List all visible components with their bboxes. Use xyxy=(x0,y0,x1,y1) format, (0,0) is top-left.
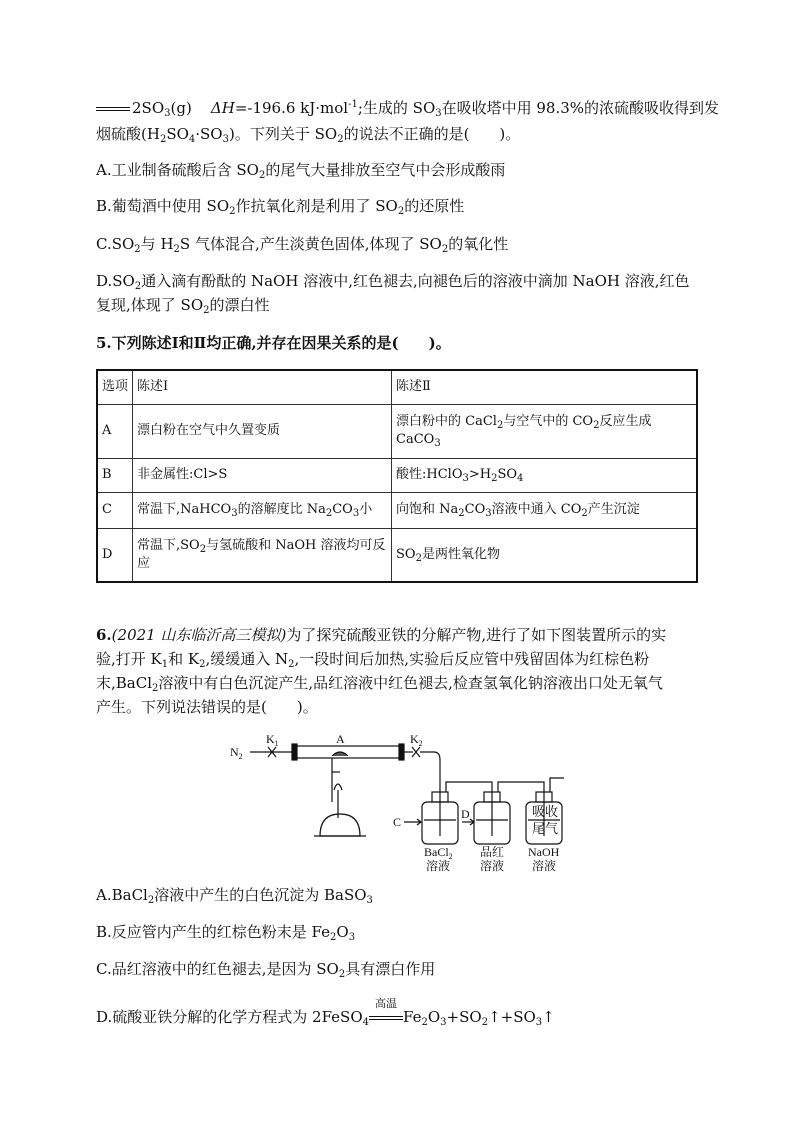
reaction-condition xyxy=(369,997,403,1027)
table-cell: 常温下,NaHCO$_3$的溶解度比 $Na_2CO_3$小 xyxy=(133,492,392,528)
cell-text: 的溶解度比 Na xyxy=(237,502,326,517)
bacl2-solution-label: 溶液 xyxy=(426,859,451,872)
tail-gas-text: 尾气 xyxy=(532,822,559,837)
cell-text: 向饱和 Na xyxy=(396,502,459,517)
cell-text: SO xyxy=(396,546,416,562)
q6-stem-line3: 末,BaCl$_2$溶液中有白色沉淀产生,品红溶液中红色褪去,检查氢氧化钠溶液出口处无氧气 xyxy=(96,674,663,694)
q6-option-b: B.反应管内产生的红棕色粉末是 $Fe_2O_3$ xyxy=(96,923,356,943)
option-text: D.SO xyxy=(96,272,135,290)
option-text: S 气体混合,产生淡黄色固体,体现了 SO xyxy=(179,235,442,253)
k2-label: $K_2$ xyxy=(410,732,423,748)
q6-text: 末,BaCl xyxy=(96,674,153,692)
cell-text: 应 xyxy=(137,555,151,571)
q6-text: 为了探究硫酸亚铁的分解产物,进行了如下图装置所示的实 xyxy=(286,626,667,644)
q4-option-b: B.葡萄酒中使用 $SO_2$作抗氧化剂是利用了 $SO_2$的还原性 xyxy=(96,197,465,217)
cell-text: 与氢硫酸和 NaOH 溶液均可反 xyxy=(206,537,386,553)
option-text: A.BaCl xyxy=(96,886,148,904)
cell-text: CaCO xyxy=(396,432,435,447)
option-text: B.反应管内产生的红棕色粉末是 Fe xyxy=(96,923,331,941)
q5-table xyxy=(96,369,698,583)
cell-text: 常温下,NaHCO xyxy=(137,502,232,517)
cell-text: 溶液中通入 CO xyxy=(491,502,582,517)
q4-product: 2SO xyxy=(132,99,165,117)
option-text: 的漂白性 xyxy=(209,296,270,314)
option-text: C.SO xyxy=(96,235,135,253)
table-cell: $SO_2$是两性氧化物 xyxy=(392,528,698,582)
absorb-text: 吸收 xyxy=(532,805,559,820)
q4-option-c: $C.SO_2$与 $H_2S$ 气体混合,产生淡黄色固体,体现了 $SO_2$的氧化性 xyxy=(96,235,509,255)
table-cell: 向饱和 $Na_2CO_3$溶液中通入 $CO_2$产生沉淀 xyxy=(392,492,698,528)
bacl2-label: BaCl$_2$ xyxy=(424,845,453,861)
d-label: D xyxy=(461,807,470,821)
cell-text: CO xyxy=(464,502,486,517)
option-text: A.工业制备硫酸后含 SO xyxy=(96,161,259,179)
cell-text: CO xyxy=(332,502,353,517)
sample xyxy=(332,752,348,756)
table-cell: 酸性$:HClO_3>H_2SO_4$ xyxy=(392,458,698,492)
option-text: 的还原性 xyxy=(404,197,465,215)
table-cell: 漂白粉在空气中久置变质 xyxy=(133,404,392,458)
q6-text: ,一段时间后加热,实验后反应管中残留固体为红棕色粉 xyxy=(294,650,650,668)
table-cell: C xyxy=(97,492,133,528)
option-text: ↑ xyxy=(542,1008,555,1026)
table-cell: B xyxy=(97,458,133,492)
table-header: 陈述Ⅰ xyxy=(133,370,392,404)
cell-text: 反应生成 xyxy=(599,414,652,429)
pinkred-label: 品红 xyxy=(480,845,505,859)
table-row xyxy=(97,528,697,582)
table-header-row xyxy=(97,370,697,404)
table-header: 选项 xyxy=(97,370,133,404)
q6-stem-line1 xyxy=(96,625,666,645)
q4-option-d: $D.SO_2$通入滴有酚酞的 NaOH 溶液中,红色褪去,向褪色后的溶液中滴加 NaOH 溶液,红色 xyxy=(96,272,690,292)
option-text: 的氧化性 xyxy=(448,235,509,253)
table-cell: A xyxy=(97,404,133,458)
q6-option-c: C.品红溶液中的红色褪去,是因为 $SO_2$具有漂白作用 xyxy=(96,960,436,980)
cell-text: 小 xyxy=(359,502,373,517)
flame xyxy=(334,784,342,790)
q6-source: (2021 山东临沂高三模拟) xyxy=(111,626,287,644)
option-text: Fe xyxy=(403,1008,422,1026)
option-text: 作抗氧化剂是利用了 SO xyxy=(235,197,398,215)
table-row xyxy=(97,492,697,528)
burner-base xyxy=(320,814,360,836)
option-text: 的尾气大量排放至空气中会形成酸雨 xyxy=(265,161,506,179)
cell-text: 产生沉淀 xyxy=(587,502,640,517)
option-text: +SO xyxy=(446,1008,482,1026)
c-label: C xyxy=(393,815,402,829)
cell-text: 是两性氧化物 xyxy=(421,546,500,562)
table-cell: D xyxy=(97,528,133,582)
outlet-tube xyxy=(420,752,440,792)
exhaust-tube xyxy=(550,778,564,792)
q6-text: 验,打开 K xyxy=(96,650,162,668)
table-cell: 常温下$,SO_2$与氢硫酸和 NaOH 溶液均可反 应 xyxy=(133,528,392,582)
option-text: O xyxy=(427,1008,441,1026)
cell-text: 酸性:HClO xyxy=(396,467,463,482)
n2-label: $N_2$ xyxy=(230,745,243,761)
option-text: ↑+SO xyxy=(488,1008,536,1026)
delta-h-value: =-196.6 kJ·mol xyxy=(234,99,349,117)
option-text: 复现,体现了 SO xyxy=(96,296,204,314)
stopper-left xyxy=(292,744,297,760)
a-label: A xyxy=(336,732,345,746)
cell-text: 漂白粉中的 CaCl xyxy=(396,414,497,429)
option-text: 溶液中产生的白色沉淀为 BaSO xyxy=(154,886,367,904)
option-text: B.葡萄酒中使用 SO xyxy=(96,197,230,215)
naoh-label: NaOH xyxy=(528,845,560,859)
option-text: C.品红溶液中的红色褪去,是因为 SO xyxy=(96,960,339,978)
q6-stem-line4: 产生。下列说法错误的是( )。 xyxy=(96,698,318,716)
absorb-tail-gas-label xyxy=(532,804,558,838)
table-header: 陈述Ⅱ xyxy=(392,370,698,404)
option-text: 具有漂白作用 xyxy=(345,960,436,978)
pinkred-solution-label: 溶液 xyxy=(480,859,505,872)
naoh-solution-label: 溶液 xyxy=(532,859,557,872)
apparatus-diagram xyxy=(228,732,568,872)
reaction-tube xyxy=(296,746,400,758)
stopper-right xyxy=(399,744,404,760)
q4-text: 的说法不正确的是( )。 xyxy=(343,125,521,143)
q6-text: 和 K xyxy=(168,650,200,668)
condition-text: 高温 xyxy=(375,997,397,1010)
cell-text: >H xyxy=(468,467,492,482)
cell-text: 与空气中的 CO xyxy=(503,414,594,429)
option-text: D.硫酸亚铁分解的化学方程式为 2FeSO xyxy=(96,1008,363,1026)
option-text: 与 H xyxy=(140,235,174,253)
q6-option-d: D.硫酸亚铁分解的化学方程式为 2FeSO$_4$ 高温 $Fe_2O_3+SO_2↑+SO_3↑$ xyxy=(96,1007,555,1027)
cell-text: 常温下,SO xyxy=(137,537,200,553)
q6-number: 6. xyxy=(96,626,112,644)
q4-text: SO xyxy=(166,125,189,143)
table-row xyxy=(97,404,697,458)
q6-text: 溶液中有白色沉淀产生,品红溶液中红色褪去,检查氢氧化钠溶液出口处无氧气 xyxy=(158,674,663,692)
delta-h: ΔH xyxy=(210,99,235,117)
table-cell: 非金属性:Cl>S xyxy=(133,458,392,492)
table-cell: 漂白粉中的 CaCl$_2$与空气中的 $CO_2$反应生成 CaCO$_3$ xyxy=(392,404,698,458)
q5-stem: 5.下列陈述Ⅰ和Ⅱ均正确,并存在因果关系的是( )。 xyxy=(96,334,451,352)
q4-option-a: A.工业制备硫酸后含 $SO_2$的尾气大量排放至空气中会形成酸雨 xyxy=(96,161,506,181)
q4-text: ·SO xyxy=(195,125,223,143)
equilibrium-sign xyxy=(96,107,130,111)
q6-text: ,缓缓通入 N xyxy=(205,650,289,668)
q4-stem-line: 烟硫酸$(H_2SO_4\cdot SO_3)$。下列关于 $SO_2$的说法不正确的是( )。 xyxy=(96,125,521,145)
q4-text: 在吸收塔中用 98.3%的浓硫酸吸收得到发 xyxy=(441,99,720,117)
k1-label: $K_1$ xyxy=(266,732,279,748)
cell-text: SO xyxy=(497,467,518,482)
option-text: O xyxy=(336,923,349,941)
q6-stem-line2: 验,打开 $K_1$和 $K_2$,缓缓通入 $N_2$,一段时间后加热,实验后反应管中残留固体为红棕色粉 xyxy=(96,650,650,670)
q6-option-a: A.BaCl$_2$溶液中产生的白色沉淀为 BaSO$_3$ xyxy=(96,886,373,906)
q4-text: )。下列关于 SO xyxy=(228,125,338,143)
q4-option-d-cont: 复现,体现了 $SO_2$的漂白性 xyxy=(96,296,270,316)
table-row xyxy=(97,458,697,492)
q4-equation-line: $2SO_3(g)$ ΔH=-196.6 kJ·mol$^{-1}$;生成的 $SO_3$在吸收塔中用 98.3%的浓硫酸吸收得到发 xyxy=(96,98,719,118)
option-text: 通入滴有酚酞的 NaOH 溶液中,红色褪去,向褪色后的溶液中滴加 NaOH 溶液,红色 xyxy=(141,272,690,290)
k2-valve xyxy=(412,747,420,757)
q4-text: ;生成的 SO xyxy=(357,99,436,117)
q4-text: 烟硫酸(H xyxy=(96,125,160,143)
